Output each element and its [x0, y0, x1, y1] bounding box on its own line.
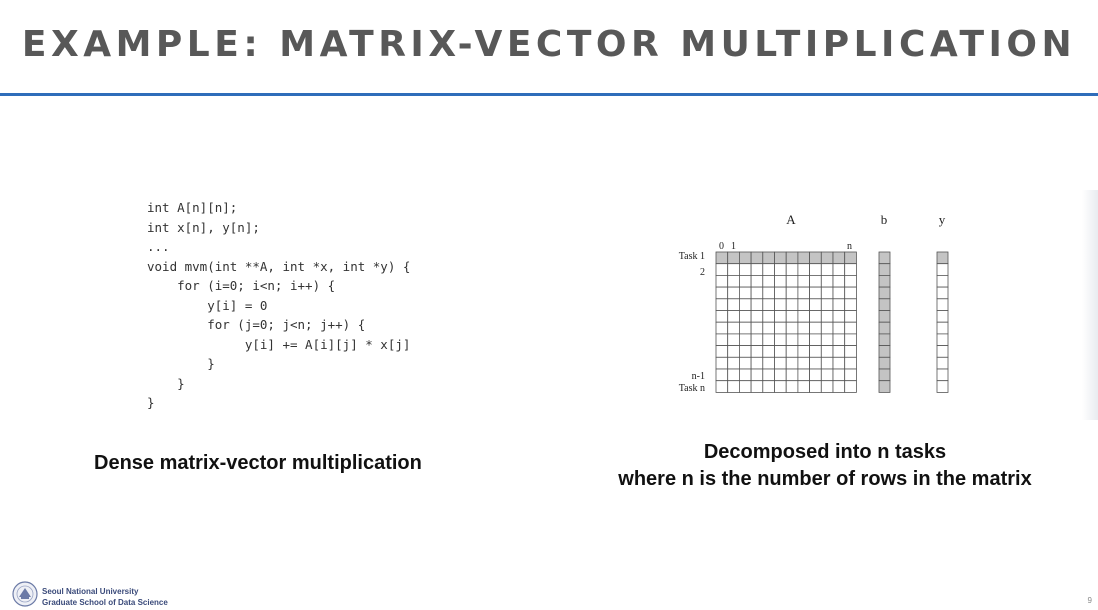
vector-label-b: b [880, 212, 888, 227]
matrix-cell [751, 287, 763, 299]
matrix-cell [775, 275, 787, 287]
vector-b-cell [879, 275, 890, 287]
matrix-cell [739, 322, 751, 334]
vector-b-cell [879, 299, 890, 311]
matrix-cell [786, 311, 798, 323]
code-line: for (j=0; j<n; j++) { [147, 317, 366, 332]
matrix-cell [833, 287, 845, 299]
matrix-cell [775, 381, 787, 393]
matrix-cell [810, 357, 822, 369]
matrix-cell [786, 252, 798, 264]
vector-b-cell [879, 369, 890, 381]
matrix-cell [821, 357, 833, 369]
matrix-cell [821, 334, 833, 346]
matrix-cell [728, 264, 740, 276]
matrix-cell [810, 311, 822, 323]
code-block [147, 198, 410, 413]
matrix-cell [739, 287, 751, 299]
matrix-cell [845, 287, 857, 299]
matrix-cell [786, 334, 798, 346]
matrix-cell [775, 334, 787, 346]
vector-y-cell [937, 369, 948, 381]
matrix-cell [716, 334, 728, 346]
vector-b-cell [879, 311, 890, 323]
matrix-cell [739, 357, 751, 369]
matrix-cell [751, 357, 763, 369]
matrix-cell [821, 311, 833, 323]
footer-university: Seoul National University [42, 587, 139, 596]
footer-institution [42, 587, 168, 608]
matrix-cell [821, 275, 833, 287]
matrix-cell [845, 275, 857, 287]
vector-y-cell [937, 275, 948, 287]
matrix-cell [728, 252, 740, 264]
matrix-cell [751, 346, 763, 358]
matrix-cell [810, 369, 822, 381]
matrix-cell [739, 252, 751, 264]
code-line: } [147, 356, 215, 371]
vector-y-cell [937, 346, 948, 358]
matrix-cell [716, 299, 728, 311]
vector-y-cell [937, 264, 948, 276]
code-line: int x[n], y[n]; [147, 219, 260, 235]
matrix-cell [821, 287, 833, 299]
matrix-cell [786, 264, 798, 276]
matrix-cell [739, 311, 751, 323]
vector-y-cell [937, 299, 948, 311]
matrix-cell [845, 357, 857, 369]
matrix-cell [775, 252, 787, 264]
vector-b-cell [879, 252, 890, 264]
code-line: void mvm(int **A, int *x, int *y) { [147, 258, 411, 274]
vector-y-column [937, 252, 948, 392]
matrix-cell [833, 381, 845, 393]
matrix-cell [716, 252, 728, 264]
vector-y-cell [937, 334, 948, 346]
page-number: 9 [1087, 596, 1092, 605]
col-label-1: 1 [731, 241, 736, 252]
matrix-cell [798, 299, 810, 311]
matrix-cell [810, 346, 822, 358]
matrix-cell [821, 381, 833, 393]
matrix-cell [833, 252, 845, 264]
matrix-cell [716, 322, 728, 334]
footer-school: Graduate School of Data Science [42, 597, 168, 607]
matrix-label-a: A [786, 212, 796, 227]
matrix-a-grid [716, 252, 856, 392]
caption-decomposition-line-2: where n is the number of rows in the matrix [618, 468, 1032, 490]
matrix-cell [845, 252, 857, 264]
matrix-cell [763, 287, 775, 299]
matrix-cell [728, 334, 740, 346]
matrix-cell [775, 264, 787, 276]
matrix-cell [751, 252, 763, 264]
matrix-cell [845, 264, 857, 276]
caption-decomposition [575, 439, 1075, 493]
matrix-cell [833, 369, 845, 381]
vector-y-cell [937, 357, 948, 369]
matrix-cell [751, 369, 763, 381]
matrix-cell [716, 311, 728, 323]
matrix-cell [716, 369, 728, 381]
matrix-cell [833, 346, 845, 358]
matrix-cell [763, 357, 775, 369]
matrix-cell [763, 334, 775, 346]
matrix-cell [739, 369, 751, 381]
vector-b-cell [879, 264, 890, 276]
vector-y-cell [937, 311, 948, 323]
matrix-cell [845, 346, 857, 358]
code-line: int A[n][n]; [147, 200, 238, 215]
matrix-cell [821, 346, 833, 358]
matrix-cell [763, 264, 775, 276]
matrix-cell [775, 322, 787, 334]
matrix-cell [833, 322, 845, 334]
matrix-cell [728, 369, 740, 381]
code-line: ... [147, 239, 170, 254]
matrix-cell [751, 322, 763, 334]
matrix-cell [751, 299, 763, 311]
matrix-cell [798, 346, 810, 358]
matrix-cell [810, 287, 822, 299]
matrix-cell [716, 264, 728, 276]
matrix-cell [798, 334, 810, 346]
matrix-cell [763, 311, 775, 323]
matrix-cell [751, 311, 763, 323]
matrix-cell [798, 381, 810, 393]
matrix-cell [763, 381, 775, 393]
vector-b-cell [879, 334, 890, 346]
matrix-cell [798, 369, 810, 381]
matrix-cell [833, 299, 845, 311]
row-label-2: 2 [700, 267, 705, 278]
code-line: } [147, 375, 185, 391]
matrix-cell [786, 369, 798, 381]
matrix-cell [763, 322, 775, 334]
matrix-cell [833, 311, 845, 323]
matrix-cell [798, 322, 810, 334]
matrix-cell [821, 252, 833, 264]
matrix-cell [751, 264, 763, 276]
vector-b-cell [879, 357, 890, 369]
matrix-cell [810, 334, 822, 346]
matrix-cell [821, 322, 833, 334]
matrix-cell [798, 287, 810, 299]
matrix-cell [775, 346, 787, 358]
matrix-cell [728, 357, 740, 369]
matrix-cell [728, 381, 740, 393]
matrix-cell [775, 299, 787, 311]
matrix-decomposition-diagram [660, 200, 960, 400]
row-label-task-n: Task n [678, 383, 705, 394]
matrix-cell [716, 381, 728, 393]
matrix-cell [810, 381, 822, 393]
slide-title: EXAMPLE: MATRIX-VECTOR MULTIPLICATION [21, 24, 1077, 65]
matrix-cell [751, 275, 763, 287]
matrix-cell [810, 299, 822, 311]
matrix-cell [821, 264, 833, 276]
matrix-cell [786, 287, 798, 299]
caption-decomposition-line-1: Decomposed into n tasks [703, 441, 947, 463]
matrix-cell [786, 299, 798, 311]
vector-y-cell [937, 381, 948, 393]
matrix-cell [786, 322, 798, 334]
vector-y-cell [937, 252, 948, 264]
matrix-cell [763, 275, 775, 287]
vector-b-cell [879, 346, 890, 358]
matrix-cell [798, 311, 810, 323]
matrix-cell [786, 357, 798, 369]
matrix-cell [786, 275, 798, 287]
matrix-cell [833, 334, 845, 346]
matrix-cell [845, 334, 857, 346]
matrix-cell [716, 346, 728, 358]
row-label-task-1: Task 1 [678, 251, 705, 262]
vector-y-cell [937, 287, 948, 299]
matrix-cell [821, 299, 833, 311]
vector-b-cell [879, 381, 890, 393]
caption-dense-mvm: Dense matrix-vector multiplication [94, 452, 422, 474]
matrix-cell [763, 346, 775, 358]
matrix-cell [786, 346, 798, 358]
matrix-cell [845, 322, 857, 334]
col-label-n: n [847, 241, 852, 252]
vector-y-cell [937, 322, 948, 334]
matrix-cell [763, 299, 775, 311]
matrix-cell [798, 264, 810, 276]
matrix-cell [728, 299, 740, 311]
matrix-cell [739, 264, 751, 276]
vector-b-column [879, 252, 890, 392]
matrix-cell [810, 264, 822, 276]
matrix-cell [810, 275, 822, 287]
matrix-cell [775, 311, 787, 323]
matrix-cell [798, 275, 810, 287]
matrix-cell [739, 346, 751, 358]
edge-shadow [1082, 190, 1098, 420]
title-divider [0, 93, 1098, 96]
matrix-cell [845, 311, 857, 323]
matrix-cell [739, 299, 751, 311]
matrix-cell [833, 264, 845, 276]
matrix-cell [739, 275, 751, 287]
matrix-cell [833, 275, 845, 287]
matrix-cell [728, 287, 740, 299]
university-emblem-icon [10, 580, 40, 608]
matrix-cell [751, 381, 763, 393]
row-label-n-minus-1: n-1 [691, 371, 705, 382]
matrix-cell [728, 311, 740, 323]
matrix-cell [716, 287, 728, 299]
matrix-cell [821, 369, 833, 381]
matrix-cell [798, 252, 810, 264]
matrix-cell [739, 381, 751, 393]
code-line: y[i] = 0 [147, 297, 268, 313]
code-line: y[i] += A[i][j] * x[j] [147, 336, 411, 352]
matrix-cell [810, 252, 822, 264]
code-line: for (i=0; i<n; i++) { [147, 278, 336, 293]
matrix-cell [810, 322, 822, 334]
matrix-cell [786, 381, 798, 393]
matrix-cell [763, 252, 775, 264]
matrix-cell [798, 357, 810, 369]
matrix-cell [751, 334, 763, 346]
matrix-cell [775, 287, 787, 299]
matrix-cell [763, 369, 775, 381]
matrix-cell [833, 357, 845, 369]
matrix-cell [775, 357, 787, 369]
matrix-cell [775, 369, 787, 381]
vector-label-y: y [938, 212, 946, 227]
matrix-cell [716, 357, 728, 369]
col-label-0: 0 [719, 241, 724, 252]
matrix-cell [728, 275, 740, 287]
matrix-cell [716, 275, 728, 287]
code-line: } [147, 395, 155, 410]
matrix-cell [728, 322, 740, 334]
matrix-cell [845, 299, 857, 311]
vector-b-cell [879, 322, 890, 334]
vector-b-cell [879, 287, 890, 299]
matrix-cell [845, 369, 857, 381]
matrix-cell [845, 381, 857, 393]
matrix-cell [728, 346, 740, 358]
matrix-cell [739, 334, 751, 346]
